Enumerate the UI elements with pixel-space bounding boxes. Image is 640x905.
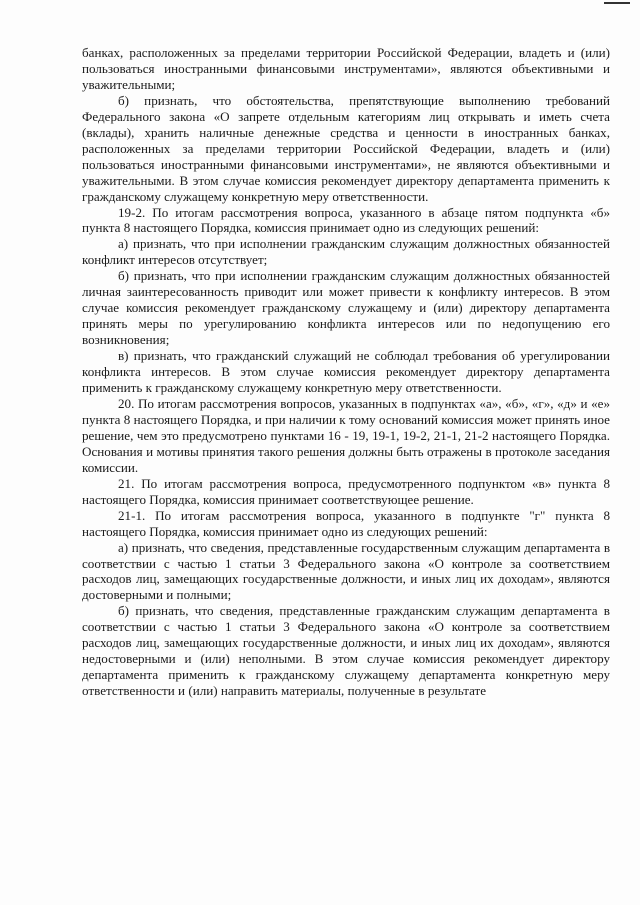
- paragraph: 19-2. По итогам рассмотрения вопроса, указанного в абзаце пятом подпункта «б» пункта 8 настоящего Порядка, комиссия принимает одно из следующих решений:: [82, 204, 610, 236]
- corner-mark: [604, 2, 630, 4]
- paragraph: б) признать, что сведения, представленные гражданским служащим департамента в соответствии с частью 1 статьи 3 Федерального закона «О контроле за соответствием расходов лиц, замещающих государственные должности, и иных лиц их доходам», являются недостоверными и (или) неполными. В этом случае комиссия рекомендует директору департамента применить к гражданскому служащему департамента конкретную меру ответственности и (или) направить материалы, полученные в результате: [82, 603, 610, 699]
- paragraph: а) признать, что при исполнении гражданским служащим должностных обязанностей конфликт интересов отсутствует;: [82, 236, 610, 268]
- document-body: [82, 45, 610, 699]
- paragraph: 21. По итогам рассмотрения вопроса, предусмотренного подпунктом «в» пункта 8 настоящего Порядка, комиссия принимает соответствующее решение.: [82, 475, 610, 507]
- paragraph: 20. По итогам рассмотрения вопросов, указанных в подпунктах «а», «б», «г», «д» и «е» пункта 8 настоящего Порядка, и при наличии к тому оснований комиссия может принять иное решение, чем это предусмотрено пунктами 16 - 19, 19-1, 19-2, 21-1, 21-2 настоящего Порядка. Основания и мотивы принятия такого решения должны быть отражены в протоколе заседания комиссии.: [82, 395, 610, 475]
- paragraph-continuation: банках, расположенных за пределами территории Российской Федерации, владеть и (или) пользоваться иностранными финансовыми инструментами», являются объективными и уважительными;: [82, 45, 610, 92]
- paragraph: б) признать, что обстоятельства, препятствующие выполнению требований Федерального закона «О запрете отдельным категориям лиц открывать и иметь счета (вклады), хранить наличные денежные средства и ценности в иностранных банках, расположенных за пределами территории Российской Федерации, владеть и (или) пользоваться иностранными финансовыми инструментами», не являются объективными и уважительными. В этом случае комиссия рекомендует директору департамента применить к гражданскому служащему конкретную меру ответственности.: [82, 92, 610, 204]
- paragraph: б) признать, что при исполнении гражданским служащим должностных обязанностей личная заинтересованность приводит или может привести к конфликту интересов. В этом случае комиссия рекомендует гражданскому служащему и (или) директору департамента принять меры по урегулированию конфликта интересов или по недопущению его возникновения;: [82, 268, 610, 348]
- paragraph: в) признать, что гражданский служащий не соблюдал требования об урегулировании конфликта интересов. В этом случае комиссия рекомендует директору департамента применить к гражданскому служащему конкретную меру ответственности.: [82, 348, 610, 396]
- paragraph: 21-1. По итогам рассмотрения вопроса, указанного в подпункте "г" пункта 8 настоящего Порядка, комиссия принимает одно из следующих решений:: [82, 507, 610, 539]
- paragraph: а) признать, что сведения, представленные государственным служащим департамента в соответствии с частью 1 статьи 3 Федерального закона «О контроле за соответствием расходов лиц, замещающих государственные должности, и иных лиц их доходам», являются достоверными и полными;: [82, 539, 610, 603]
